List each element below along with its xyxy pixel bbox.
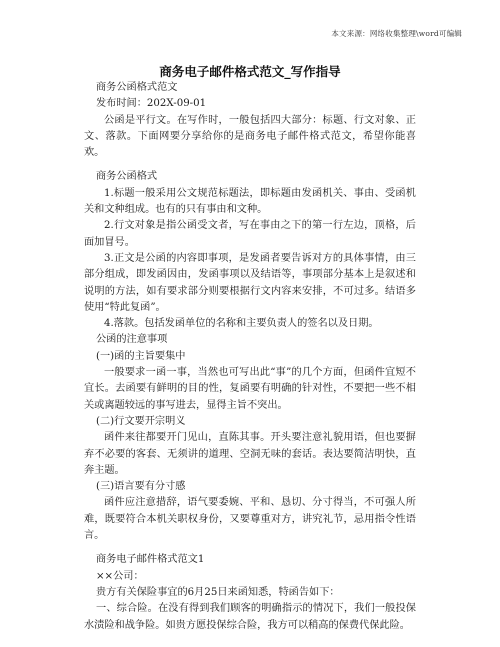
subsection-heading: (二)行文要开宗明义	[96, 415, 186, 427]
publish-date: 发布时间：202X-09-01	[96, 98, 207, 110]
paragraph: 函件来往都要开门见山，直陈其事。开头要注意礼貌用语，但也要摒弃不必要的客套、无须讲的道理、空洞无味的套话。表达要简洁明快，直奔主题。	[84, 432, 416, 476]
subsection-heading: (一)函的主旨要集中	[96, 350, 186, 362]
paragraph: 函件应注意措辞，语气要委婉、平和、恳切、分寸得当，不可强人所难，既要符合本机关职权身份，又要尊重对方，讲究礼节，忌用指令性语言。	[84, 497, 416, 542]
document-body	[84, 80, 416, 634]
paragraph: 1.标题一般采用公文规范标题法，即标题由发函机关、事由、受函机关和文种组成。也有的只有事由和文种。	[84, 187, 416, 216]
paragraph: 4.落款。包括发函单位的名称和主要负责人的签名以及日期。	[104, 318, 379, 330]
document-title: 商务电子邮件格式范文_写作指导	[159, 64, 341, 79]
source-note: 本文来源：网络收集整理\word可编辑	[331, 29, 462, 38]
section-heading: 商务电子邮件格式范文1	[96, 554, 205, 566]
paragraph: 贵方有关保险事宜的6月25日来函知悉，特函告如下：	[96, 586, 340, 598]
addressee: ××公司：	[96, 570, 144, 582]
subsection-heading: (三)语言要有分寸感	[96, 481, 186, 493]
section-heading: 商务公函格式	[96, 171, 158, 183]
paragraph: 公函是平行文。在写作时，一般包括四大部分：标题、行文对象、正文、落款。下面网要分享给你的是商务电子邮件格式范文，希望你能喜欢。	[84, 114, 416, 159]
paragraph: 3.正文是公函的内容即事项，是发函者要告诉对方的具体事情，由三部分组成，即发函因由，发函事项以及结语等，事项部分基本上是叙述和说明的方法，如有要求部分则要根据行文内容来安排，不可过多。结语多使用“特此复函”。	[84, 252, 416, 313]
section-heading: 公函的注意事项	[96, 334, 168, 346]
paragraph: 一般要求一函一事，当然也可写出此“事”的几个方面，但函件宜短不宜长。去函要有鲜明的目的性，复函要有明确的针对性，不要把一些不相关或离题较远的事写进去，显得主旨不突出。	[84, 367, 416, 411]
paragraph: 一、综合险。在没有得到我们顾客的明确指示的情况下，我们一般投保水渍险和战争险。如贵方愿投保综合险，我方可以稍高的保费代保此险。	[84, 603, 416, 631]
paragraph: 2.行文对象是指公函受文者，写在事由之下的第一行左边，顶格，后面加冒号。	[84, 220, 416, 248]
paragraph: 商务公函格式范文	[96, 82, 178, 93]
